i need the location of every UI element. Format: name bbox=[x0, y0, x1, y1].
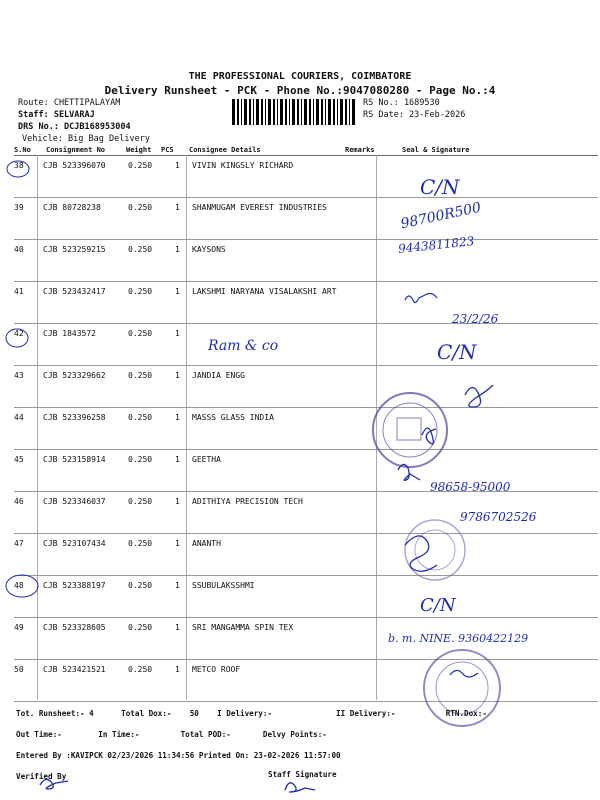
cell-weight: 0.250 bbox=[128, 413, 153, 422]
cell-sno: 41 bbox=[14, 287, 24, 296]
handwritten-number: b. m. NINE. 9360422129 bbox=[388, 632, 529, 645]
cell-consignment: CJB 523329662 bbox=[43, 371, 106, 380]
barcode-bar bbox=[328, 99, 331, 125]
signature-scribble bbox=[465, 385, 493, 407]
cell-consignee: ANANTH bbox=[192, 539, 221, 548]
row-divider bbox=[14, 575, 598, 576]
round-stamp bbox=[436, 662, 488, 714]
col-seal: Seal & Signature bbox=[402, 146, 470, 154]
verified-stamp bbox=[405, 520, 465, 580]
cell-pcs: 1 bbox=[175, 161, 180, 170]
row-divider bbox=[14, 659, 598, 660]
cell-pcs: 1 bbox=[175, 329, 180, 338]
barcode-bar bbox=[309, 99, 311, 125]
cell-sno: 50 bbox=[14, 665, 24, 674]
barcode-bar bbox=[280, 99, 283, 125]
barcode-bar bbox=[297, 99, 299, 125]
cell-consignment: CJB 523346037 bbox=[43, 497, 106, 506]
vehicle: Vehicle: Big Bag Delivery bbox=[22, 134, 150, 144]
handwritten-cn: C/N bbox=[420, 175, 460, 199]
column-divider bbox=[37, 155, 38, 700]
cell-pcs: 1 bbox=[175, 455, 180, 464]
cell-consignee: GEETHA bbox=[192, 455, 221, 464]
barcode-bar bbox=[313, 99, 314, 125]
cell-consignee: KAYSONS bbox=[192, 245, 226, 254]
barcode-bar bbox=[345, 99, 347, 125]
col-sno: S.No bbox=[14, 146, 31, 154]
barcode-bar bbox=[265, 99, 266, 125]
cell-weight: 0.250 bbox=[128, 455, 153, 464]
cell-pcs: 1 bbox=[175, 413, 180, 422]
company-title: THE PROFESSIONAL COURIERS, COIMBATORE bbox=[188, 71, 412, 82]
header-divider bbox=[14, 155, 598, 156]
cell-consignment: CJB 523328605 bbox=[43, 623, 106, 632]
barcode-bar bbox=[249, 99, 251, 125]
footer-totals: Tot. Runsheet:- 4 Total Dox:- 50 I Delivery:- II Delivery:- RTN.Dox:- bbox=[16, 709, 487, 718]
column-divider bbox=[376, 155, 377, 700]
barcode-bar bbox=[333, 99, 335, 125]
row-divider bbox=[14, 365, 598, 366]
barcode-bar bbox=[232, 99, 235, 125]
cell-pcs: 1 bbox=[175, 539, 180, 548]
footer-entered: Entered By :KAVIPCK 02/23/2026 11:34:56 Printed On: 23-02-2026 11:57:00 bbox=[16, 751, 341, 760]
rs-date: RS Date: 23-Feb-2026 bbox=[363, 110, 466, 120]
cell-consignment: CJB 523158914 bbox=[43, 455, 106, 464]
signature-scribble bbox=[405, 536, 437, 571]
barcode-bar bbox=[285, 99, 287, 125]
cell-consignment: CJB 523107434 bbox=[43, 539, 106, 548]
cell-consignee: ADITHIYA PRECISION TECH bbox=[192, 497, 303, 506]
cell-sno: 49 bbox=[14, 623, 24, 632]
cell-consignee: VIVIN KINGSLY RICHARD bbox=[192, 161, 294, 170]
barcode-bar bbox=[241, 99, 242, 125]
cell-consignment: CJB 523388197 bbox=[43, 581, 106, 590]
cell-sno: 44 bbox=[14, 413, 24, 422]
staff: Staff: SELVARAJ bbox=[18, 110, 95, 120]
cell-consignee: LAKSHMI NARYANA VISALAKSHI ART bbox=[192, 287, 337, 296]
cell-consignee: SHANMUGAM EVEREST INDUSTRIES bbox=[192, 203, 327, 212]
barcode-bar bbox=[292, 99, 295, 125]
cell-weight: 0.250 bbox=[128, 539, 153, 548]
cell-weight: 0.250 bbox=[128, 203, 153, 212]
cell-sno: 48 bbox=[14, 581, 24, 590]
handwritten-name: Ram & co bbox=[208, 338, 279, 354]
route: Route: CHETTIPALAYAM bbox=[18, 98, 121, 108]
cell-consignment: CJB 523396258 bbox=[43, 413, 106, 422]
cell-consignment: CJB 523259215 bbox=[43, 245, 106, 254]
cell-weight: 0.250 bbox=[128, 161, 153, 170]
cell-weight: 0.250 bbox=[128, 371, 153, 380]
row-divider bbox=[14, 449, 598, 450]
signature-scribble bbox=[422, 428, 436, 444]
barcode-bar bbox=[325, 99, 326, 125]
cell-consignee: METCO ROOF bbox=[192, 665, 241, 674]
row-divider bbox=[14, 533, 598, 534]
cell-pcs: 1 bbox=[175, 371, 180, 380]
row-divider bbox=[14, 323, 598, 324]
company-stamp bbox=[373, 393, 447, 467]
cell-sno: 45 bbox=[14, 455, 24, 464]
handwritten-cn: C/N bbox=[437, 340, 477, 364]
handwritten-number: 9443811823 bbox=[397, 234, 475, 256]
barcode-bar bbox=[301, 99, 302, 125]
row-divider bbox=[14, 617, 598, 618]
cell-sno: 38 bbox=[14, 161, 24, 170]
barcode-bar bbox=[256, 99, 259, 125]
column-divider bbox=[186, 155, 187, 700]
company-stamp bbox=[397, 418, 421, 440]
cell-consignment: CJB 1843572 bbox=[43, 329, 96, 338]
cell-weight: 0.250 bbox=[128, 665, 153, 674]
signature-scribble bbox=[450, 670, 478, 677]
barcode-bar bbox=[349, 99, 350, 125]
cell-pcs: 1 bbox=[175, 497, 180, 506]
barcode-bar bbox=[261, 99, 263, 125]
row-divider bbox=[14, 281, 598, 282]
cell-weight: 0.250 bbox=[128, 581, 153, 590]
handwritten-number: 98700R500 bbox=[399, 199, 483, 233]
cell-consignment: CJB 523432417 bbox=[43, 287, 106, 296]
col-consignee: Consignee Details bbox=[189, 146, 261, 154]
handwritten-date: 23/2/26 bbox=[452, 312, 499, 326]
signature-scribble bbox=[285, 783, 315, 792]
row-divider bbox=[14, 239, 598, 240]
cell-consignment: CJB 523396070 bbox=[43, 161, 106, 170]
cell-sno: 42 bbox=[14, 329, 24, 338]
cell-consignee: SRI MANGAMMA SPIN TEX bbox=[192, 623, 294, 632]
barcode-bar bbox=[321, 99, 323, 125]
cell-weight: 0.250 bbox=[128, 329, 153, 338]
barcode-bar bbox=[337, 99, 338, 125]
cell-consignee: SSUBULAKSSHMI bbox=[192, 581, 255, 590]
barcode-bar bbox=[244, 99, 247, 125]
col-pcs: PCS bbox=[161, 146, 174, 154]
cell-pcs: 1 bbox=[175, 665, 180, 674]
cell-pcs: 1 bbox=[175, 581, 180, 590]
cell-pcs: 1 bbox=[175, 245, 180, 254]
barcode-bar bbox=[289, 99, 290, 125]
staff-signature-label: Staff Signature bbox=[268, 770, 337, 779]
cell-consignment: CJB 523421521 bbox=[43, 665, 106, 674]
cell-weight: 0.250 bbox=[128, 623, 153, 632]
cell-pcs: 1 bbox=[175, 203, 180, 212]
cell-sno: 39 bbox=[14, 203, 24, 212]
barcode bbox=[232, 99, 356, 125]
cell-sno: 47 bbox=[14, 539, 24, 548]
cell-weight: 0.250 bbox=[128, 245, 153, 254]
runsheet-subtitle: Delivery Runsheet - PCK - Phone No.:9047080280 - Page No.:4 bbox=[104, 84, 496, 97]
handwritten-number: 98658-95000 bbox=[430, 480, 511, 494]
signature-scribble bbox=[405, 294, 437, 303]
cell-consignment: CJB 80728238 bbox=[43, 203, 101, 212]
barcode-bar bbox=[352, 99, 355, 125]
cell-pcs: 1 bbox=[175, 623, 180, 632]
footer-times: Out Time:- In Time:- Total POD:- Delvy Points:- bbox=[16, 730, 327, 739]
verified-by-label: Verified By bbox=[16, 772, 67, 781]
barcode-bar bbox=[253, 99, 254, 125]
barcode-bar bbox=[268, 99, 271, 125]
col-weight: Weight bbox=[126, 146, 152, 154]
row-divider bbox=[14, 701, 598, 702]
row-divider bbox=[14, 407, 598, 408]
barcode-bar bbox=[237, 99, 239, 125]
barcode-bar bbox=[277, 99, 278, 125]
barcode-bar bbox=[273, 99, 275, 125]
handwritten-cn: C/N bbox=[420, 595, 456, 616]
handwritten-number: 9786702526 bbox=[460, 510, 537, 524]
rs-number: RS No.: 1689530 bbox=[363, 98, 440, 108]
col-remarks: Remarks bbox=[345, 146, 375, 154]
drs-number: DRS No.: DCJB168953004 bbox=[18, 122, 131, 132]
cell-weight: 0.250 bbox=[128, 287, 153, 296]
cell-weight: 0.250 bbox=[128, 497, 153, 506]
barcode-bar bbox=[316, 99, 319, 125]
cell-sno: 46 bbox=[14, 497, 24, 506]
cell-sno: 40 bbox=[14, 245, 24, 254]
barcode-bar bbox=[340, 99, 343, 125]
cell-consignee: JANDIA ENGG bbox=[192, 371, 245, 380]
barcode-bar bbox=[304, 99, 307, 125]
signature-scribble bbox=[398, 464, 420, 480]
cell-pcs: 1 bbox=[175, 287, 180, 296]
col-consignment: Consignment No bbox=[46, 146, 106, 154]
cell-sno: 43 bbox=[14, 371, 24, 380]
cell-consignee: MASSS GLASS INDIA bbox=[192, 413, 274, 422]
verified-stamp bbox=[415, 530, 455, 570]
row-divider bbox=[14, 197, 598, 198]
